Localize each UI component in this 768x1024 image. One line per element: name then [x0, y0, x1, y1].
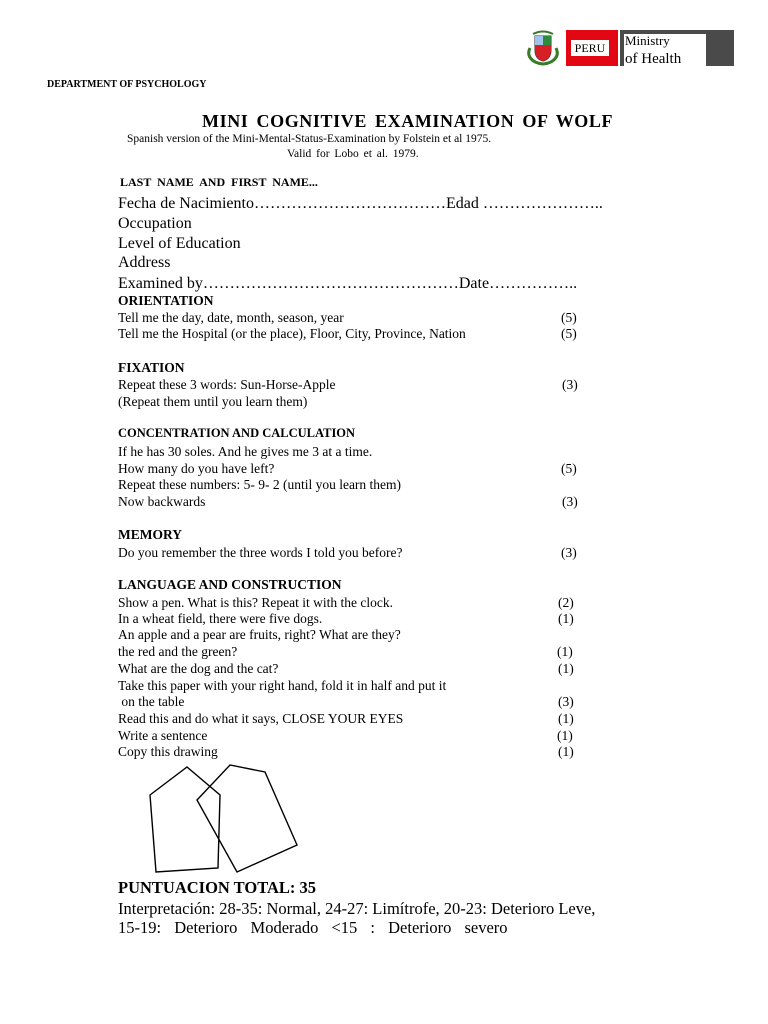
item-concentration-left: How many do you have left? — [118, 461, 275, 476]
document-subtitle: Spanish version of the Mini-Mental-Status-Examination by Folstein et al 1975. — [127, 133, 492, 145]
examined-date-field: Examined by…………………………………………Date…………….. — [118, 275, 578, 292]
score-memory-words: (3) — [561, 545, 577, 560]
total-score: PUNTUACION TOTAL: 35 — [118, 878, 317, 897]
peru-coat-of-arms-icon — [524, 30, 562, 66]
item-concentration-soles: If he has 30 soles. And he gives me 3 at a time. — [118, 444, 373, 459]
name-field-label: LAST NAME AND FIRST NAME... — [120, 175, 318, 189]
interpretation-line2: 15-19: Deterioro Moderado <15 : Deterioro severo — [118, 918, 508, 937]
ministry-label-line2: of Health — [625, 51, 682, 67]
interpretation-line1: Interpretación: 28-35: Normal, 24-27: Limítrofe, 20-23: Deterioro Leve, — [118, 899, 596, 918]
document-validity: Valid for Lobo et al. 1979. — [287, 148, 419, 160]
item-orientation-place: Tell me the Hospital (or the place), Floor, City, Province, Nation — [118, 326, 466, 341]
score-language-colors: (1) — [557, 644, 573, 659]
occupation-field: Occupation — [118, 215, 192, 232]
birth-age-field: Fecha de Nacimiento………………………………Edad ………………….. — [118, 195, 603, 212]
item-language-wheat: In a wheat field, there were five dogs. — [118, 611, 323, 626]
intersecting-pentagons-drawing — [140, 760, 310, 880]
section-heading-orientation: ORIENTATION — [118, 293, 214, 308]
score-language-wheat: (1) — [558, 611, 574, 626]
item-language-fruits: An apple and a pear are fruits, right? What are they? — [118, 627, 401, 642]
item-language-copy: Copy this drawing — [118, 744, 218, 759]
item-orientation-time: Tell me the day, date, month, season, year — [118, 310, 344, 325]
score-concentration-backwards: (3) — [562, 494, 578, 509]
score-language-read: (1) — [558, 711, 574, 726]
item-language-read: Read this and do what it says, CLOSE YOUR EYES — [118, 711, 404, 726]
item-language-colors: the red and the green? — [118, 644, 238, 659]
peru-label: PERU — [571, 40, 609, 56]
ministry-label-line1: Ministry — [625, 33, 670, 48]
department-label: DEPARTMENT OF PSYCHOLOGY — [47, 79, 207, 90]
score-language-pen: (2) — [558, 595, 574, 610]
score-language-copy: (1) — [558, 744, 574, 759]
score-concentration-left: (5) — [561, 461, 577, 476]
address-field: Address — [118, 254, 171, 271]
section-heading-language: LANGUAGE AND CONSTRUCTION — [118, 577, 342, 592]
item-concentration-backwards: Now backwards — [118, 494, 206, 509]
education-field: Level of Education — [118, 235, 241, 252]
document-title: MINI COGNITIVE EXAMINATION OF WOLF — [202, 111, 614, 131]
item-language-paper: Take this paper with your right hand, fold it in half and put it — [118, 678, 447, 693]
score-fixation-words: (3) — [562, 377, 578, 392]
score-orientation-time: (5) — [561, 310, 577, 325]
score-language-table: (3) — [558, 694, 574, 709]
score-language-animals: (1) — [558, 661, 574, 676]
score-language-write: (1) — [557, 728, 573, 743]
score-orientation-place: (5) — [561, 326, 577, 341]
item-language-table: on the table — [118, 694, 185, 709]
section-heading-concentration: CONCENTRATION AND CALCULATION — [118, 426, 356, 440]
section-heading-memory: MEMORY — [118, 527, 183, 542]
item-memory-words: Do you remember the three words I told you before? — [118, 545, 403, 560]
item-fixation-repeat: (Repeat them until you learn them) — [118, 394, 308, 409]
item-language-pen: Show a pen. What is this? Repeat it with the clock. — [118, 595, 393, 610]
item-language-animals: What are the dog and the cat? — [118, 661, 279, 676]
section-heading-fixation: FIXATION — [118, 360, 185, 375]
item-language-write: Write a sentence — [118, 728, 208, 743]
item-fixation-words: Repeat these 3 words: Sun-Horse-Apple — [118, 377, 336, 392]
item-concentration-numbers: Repeat these numbers: 5- 9- 2 (until you learn them) — [118, 477, 402, 492]
